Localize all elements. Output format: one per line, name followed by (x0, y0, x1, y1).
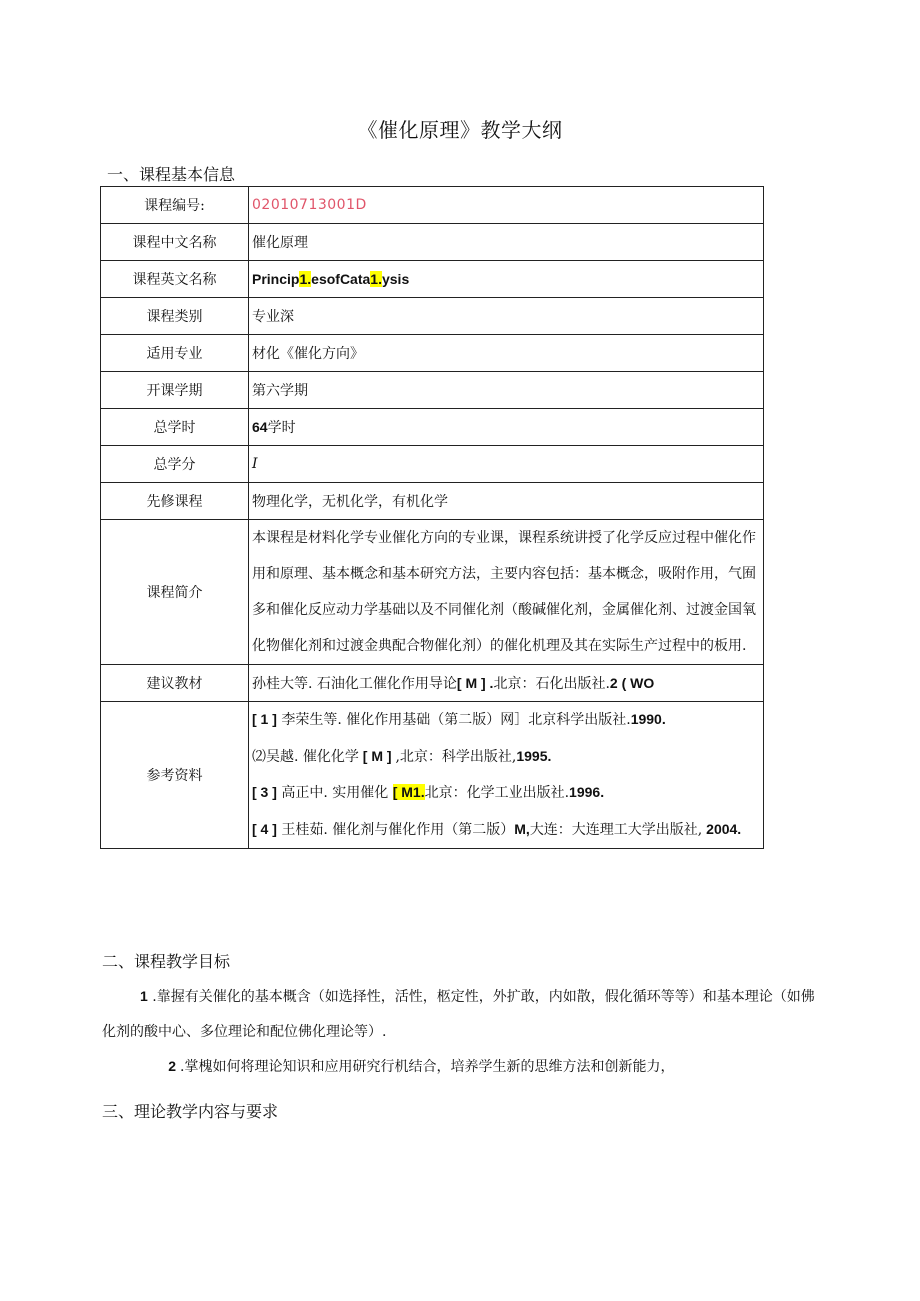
table-row (101, 298, 764, 335)
reference-item: ⑵吴越. 催化化学 [ M ] ,北京：科学出版社,1995. (252, 747, 552, 765)
reference-item: [ 4 ] 王桂茹. 催化剂与催化作用（第二版）M,大连：大连理工大学出版社, 2004. (252, 820, 742, 838)
row-label: 总学时 (101, 409, 249, 446)
row-label: 课程编号: (101, 187, 249, 224)
row-label: 先修课程 (101, 483, 249, 520)
row-label: 开课学期 (101, 372, 249, 409)
row-label: 课程中文名称 (101, 224, 249, 261)
total-hours: 64学时 (249, 409, 764, 446)
row-label: 课程类别 (101, 298, 249, 335)
course-chinese-name: 催化原理 (249, 224, 764, 261)
reference-item: [ 3 ] 高正中. 实用催化 [ M1.北京：化学工业出版社.1996. (252, 784, 605, 801)
table-row (101, 261, 764, 298)
row-label: 课程简介 (101, 520, 249, 665)
table-row (101, 224, 764, 261)
section-heading-content: 三、理论教学内容与要求 (102, 1102, 279, 1121)
table-row (101, 446, 764, 483)
course-code: 02010713001D (252, 197, 367, 213)
table-row (101, 483, 764, 520)
section-heading-basic-info: 一、课程基本信息 (107, 165, 236, 184)
course-english-name: Princip1.esofCata1.ysis (249, 261, 764, 298)
table-row (101, 335, 764, 372)
table-row (101, 520, 764, 665)
row-label: 适用专业 (101, 335, 249, 372)
row-label: 建议教材 (101, 665, 249, 702)
section-heading-goals: 二、课程教学目标 (102, 952, 231, 971)
total-credits: I (249, 446, 764, 483)
semester: 第六学期 (249, 372, 764, 409)
course-category: 专业深 (249, 298, 764, 335)
document-title: 《催化原理》教学大纲 (357, 118, 563, 142)
row-label: 课程英文名称 (101, 261, 249, 298)
applicable-major: 材化《催化方向》 (249, 335, 764, 372)
table-row (101, 409, 764, 446)
row-label: 参考资料 (101, 702, 249, 849)
row-label: 总学分 (101, 446, 249, 483)
recommended-textbook: 孙桂大等. 石油化工催化作用导论[ M ] .北京：石化出版社.2 ( WO (249, 665, 764, 702)
prerequisites: 物理化学，无机化学，有机化学 (249, 483, 764, 520)
table-row (101, 702, 764, 849)
goal-2: 2 .掌槐如何将理论知识和应用研究行机结合，培养学生新的思维方法和创新能力， (168, 1058, 675, 1075)
reference-item: [ 1 ] 李荣生等. 催化作用基础（第二版）网］北京科学出版社.1990. (252, 711, 666, 728)
reference-list (249, 702, 764, 849)
course-introduction: 本课程是材料化学专业催化方向的专业课，课程系统讲授了化学反应过程中催化作用和原理、基本概念和基本研究方法，主要内容包括：基本概念，吸附作用，气囿多和催化反应动力学基础以及不同催化剂（酸碱催化剂，金属催化剂、过渡金国氧化物催化剂和过渡金典配合物催化剂）的催化机理及其在实际生产过程中的板用. (249, 520, 764, 665)
table-row (101, 372, 764, 409)
course-info-table (100, 186, 764, 849)
table-row (101, 665, 764, 702)
goal-1: 1 .靠握有关催化的基本概含（如选择性，活性，柩定性，外扩敢，内如散，假化循环等等）和基本理论（如佛化剂的酸中心、多位理论和配位佛化理论等）. (102, 988, 815, 1040)
table-row (101, 187, 764, 224)
